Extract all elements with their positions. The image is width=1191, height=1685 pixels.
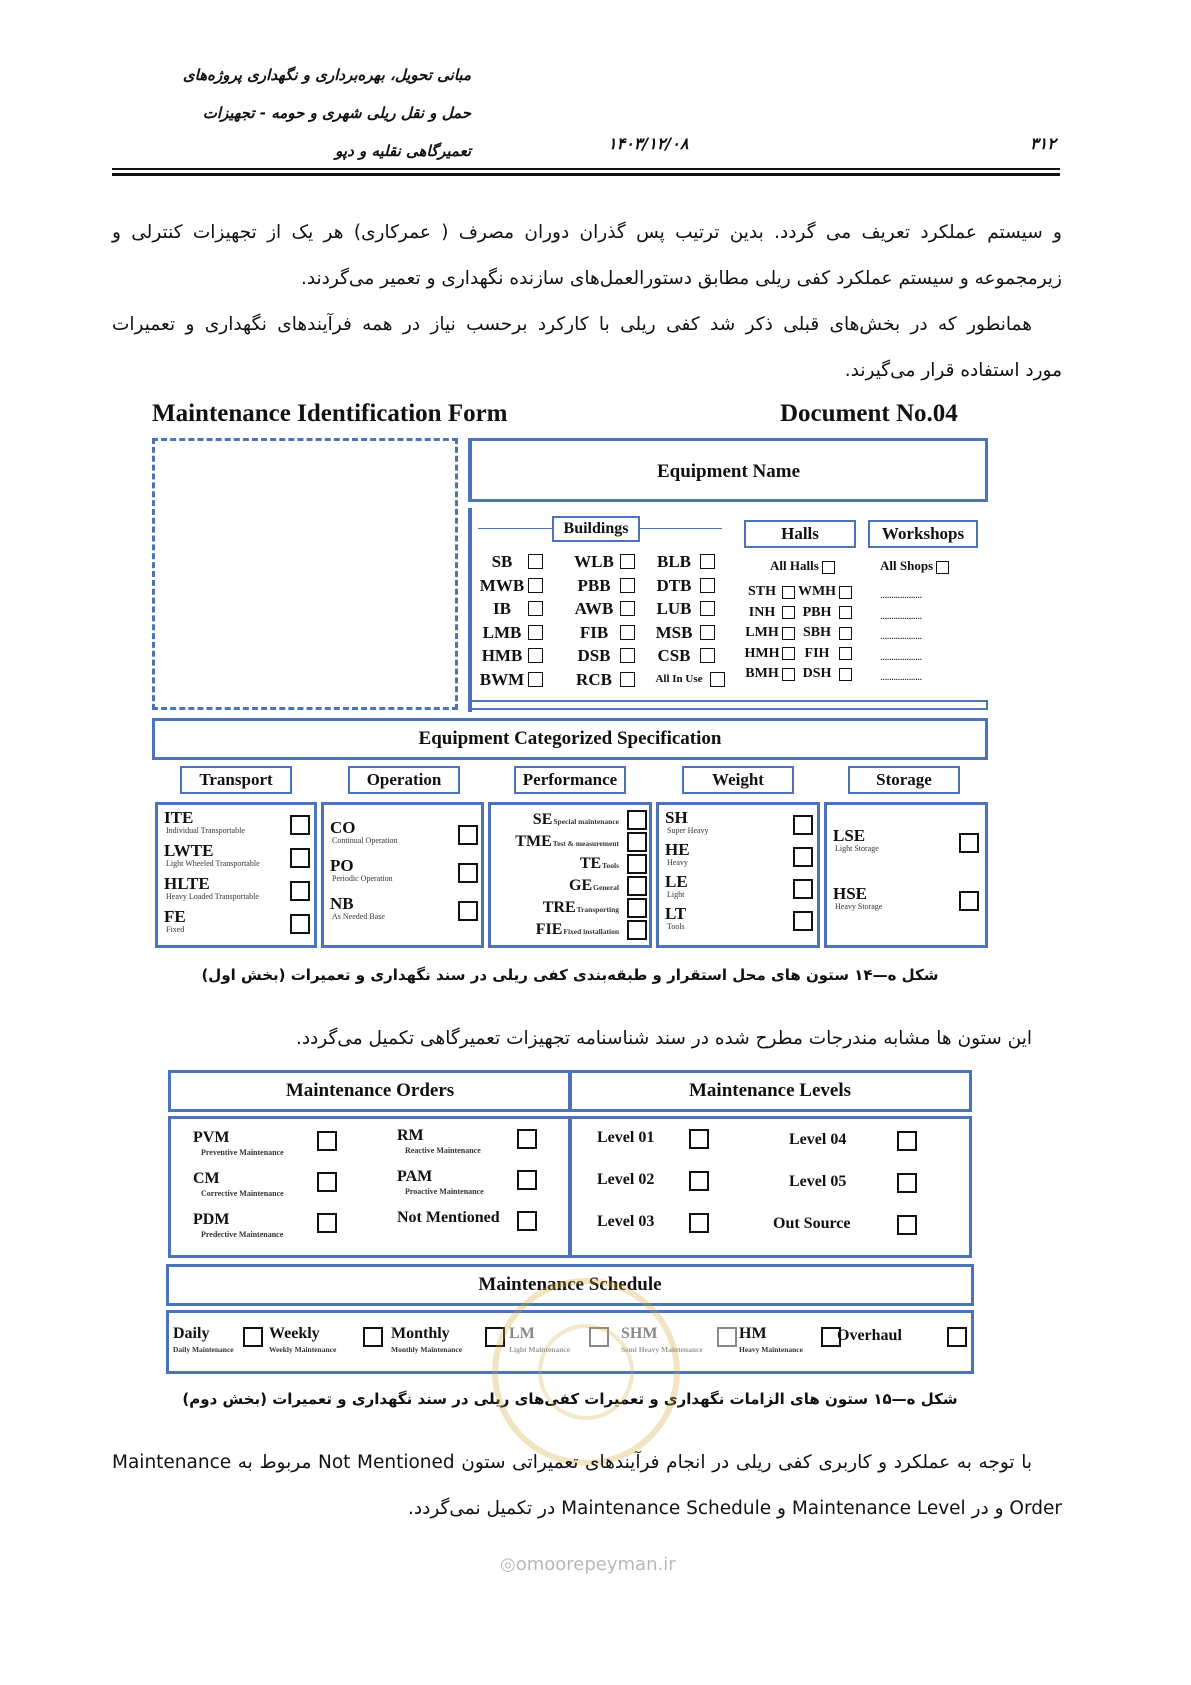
watermark-site-text: omoorepeyman.ir	[515, 1554, 676, 1575]
book-title-line1: مبانی تحویل، بهره‌برداری و نگهداری پروژه‌های	[182, 66, 471, 84]
spec-checkbox[interactable]	[793, 847, 813, 867]
spec-checkbox[interactable]	[627, 832, 647, 852]
workshop-blank: ...................	[880, 590, 922, 601]
paragraph-2-line2: مورد استفاده قرار می‌گیرند.	[844, 360, 1062, 381]
orders-title: Maintenance Orders	[285, 1080, 455, 1101]
order-code: PVM	[193, 1129, 230, 1146]
spec-code: SH	[665, 808, 688, 827]
figure-caption-15: شکل ه—۱۵ ستون های الزامات نگهداری و تعمیرات کفی‌های ریلی در سند نگهداری و تعمیرات (بخش دوم)	[182, 1390, 958, 1408]
level-checkbox[interactable]	[689, 1129, 709, 1149]
photo-placeholder	[152, 438, 458, 710]
spec-description: Fixed installation	[563, 927, 619, 936]
level-checkbox[interactable]	[689, 1171, 709, 1191]
level-checkbox[interactable]	[897, 1173, 917, 1193]
building-checkbox[interactable]	[528, 648, 543, 663]
building-code: FIB	[579, 622, 609, 642]
building-checkbox[interactable]	[528, 625, 543, 640]
spec-checkbox[interactable]	[959, 891, 979, 911]
building-code: IB	[493, 599, 511, 618]
hall-row	[742, 603, 862, 624]
spec-code: LSE	[833, 826, 866, 845]
workshop-blank: ...................	[880, 631, 922, 642]
spec-title-box	[152, 718, 988, 760]
spec-checkbox[interactable]	[627, 876, 647, 896]
workshops-dots	[880, 586, 921, 689]
spec-checkbox[interactable]	[627, 854, 647, 874]
spec-row	[164, 908, 312, 941]
header-date: ۱۴۰۳/۱۲/۰۸	[608, 134, 689, 153]
spec-description: Transporting	[576, 905, 619, 914]
paragraph-2-line1: همانطور که در بخش‌های قبلی ذکر شد کفی ریلی با کارکرد برحسب نیاز در همه فرآیندهای نگهداری و تعمیرات	[112, 314, 1032, 335]
tab-performance: Performance	[514, 766, 626, 794]
building-code: BWM	[479, 669, 525, 689]
watermark-site	[500, 1554, 676, 1575]
spec-description: Tools	[667, 922, 685, 931]
spec-row	[493, 897, 647, 919]
building-code: MSB	[655, 622, 693, 642]
spec-code: NB	[330, 894, 354, 913]
building-code: WLB	[574, 552, 614, 571]
order-code: RM	[397, 1127, 424, 1144]
order-checkbox[interactable]	[517, 1129, 537, 1149]
order-checkbox[interactable]	[517, 1170, 537, 1190]
schedule-description: Weekly Maintenance	[269, 1345, 337, 1354]
spec-checkbox[interactable]	[458, 825, 478, 845]
spec-row	[164, 842, 312, 875]
spec-checkbox[interactable]	[627, 898, 647, 918]
spec-label	[493, 853, 647, 872]
hall-code: BMH	[745, 666, 779, 681]
level-label: Level 04	[789, 1131, 847, 1148]
weight-panel	[656, 802, 820, 948]
equipment-name-box	[468, 438, 988, 502]
building-code: DTB	[656, 575, 692, 595]
schedule-code: HM	[739, 1325, 767, 1342]
order-code: Not Mentioned	[397, 1209, 500, 1226]
paragraph-3: این ستون ها مشابه مندرجات مطرح شده در سند شناسنامه تجهیزات تعمیرگاهی تکمیل می‌گردد.	[295, 1028, 1032, 1049]
levels-panel	[568, 1116, 972, 1258]
building-row	[648, 621, 748, 645]
building-code: BLB	[656, 552, 692, 571]
building-code: PBB	[577, 575, 611, 595]
spec-checkbox[interactable]	[793, 911, 813, 931]
spec-row	[833, 885, 985, 943]
spec-row	[330, 895, 480, 933]
spec-row	[493, 831, 647, 853]
building-code: DSB	[577, 646, 611, 665]
equipment-name-label: Equipment Name	[656, 461, 801, 482]
figure-caption-14: شکل ه—۱۴ ستون های محل استقرار و طبقه‌بندی کفی ریلی در سند نگهداری و تعمیرات (بخش اول)	[201, 966, 939, 984]
building-row	[476, 644, 576, 668]
orders-panel	[168, 1116, 572, 1258]
buildings-col3	[648, 550, 748, 691]
order-description: Reactive Maintenance	[405, 1146, 481, 1155]
spec-label	[493, 919, 647, 938]
watermark-seal	[492, 1278, 680, 1466]
building-row	[476, 621, 576, 645]
order-checkbox[interactable]	[317, 1213, 337, 1233]
spec-row	[164, 809, 312, 842]
order-description: Predective Maintenance	[201, 1230, 284, 1239]
paragraph-4-line1: با توجه به عملکرد و کاربری کفی ریلی در انجام فرآیندهای تعمیراتی ستون Not Mentioned مربوط به Maintenance	[112, 1452, 1032, 1473]
building-row	[648, 644, 748, 668]
building-checkbox[interactable]	[700, 625, 715, 640]
spec-row	[493, 809, 647, 831]
hall-code: PBH	[802, 604, 832, 620]
spec-code: TME	[515, 833, 552, 850]
spec-checkbox[interactable]	[793, 879, 813, 899]
order-description: Preventive Maintenance	[201, 1148, 284, 1157]
building-checkbox[interactable]	[700, 578, 715, 593]
building-checkbox[interactable]	[620, 648, 635, 663]
schedule-description: Semi Heavy Maintenance	[621, 1345, 703, 1354]
spec-row	[833, 827, 985, 885]
schedule-code: Monthly	[391, 1325, 450, 1342]
order-code: PDM	[193, 1211, 230, 1228]
spec-code: LWTE	[164, 841, 214, 860]
spec-description: Periodic Operation	[332, 874, 393, 883]
hall-row	[742, 582, 862, 603]
spec-description: Heavy	[667, 858, 688, 867]
all-shops-label: All Shops	[880, 558, 934, 573]
hall-code: WMH	[797, 584, 837, 599]
schedule-code: Overhaul	[837, 1327, 902, 1344]
level-label: Out Source	[773, 1215, 851, 1232]
spec-description: Light	[667, 890, 685, 899]
building-checkbox[interactable]	[528, 578, 543, 593]
schedule-checkbox[interactable]	[243, 1327, 263, 1347]
levels-title: Maintenance Levels	[688, 1080, 851, 1101]
all-halls-checkbox[interactable]	[822, 561, 835, 574]
level-checkbox[interactable]	[897, 1215, 917, 1235]
workshop-blank: ...................	[880, 672, 922, 683]
operation-panel	[321, 802, 484, 948]
tab-operation: Operation	[348, 766, 460, 794]
spec-row	[330, 857, 480, 895]
building-checkbox[interactable]	[700, 554, 715, 569]
watermark-globe-icon: ◎	[500, 1554, 516, 1575]
schedule-code: LM	[509, 1325, 535, 1342]
building-checkbox[interactable]	[620, 625, 635, 640]
building-row	[476, 597, 576, 621]
schedule-title: Maintenance Schedule	[478, 1274, 662, 1295]
spec-checkbox[interactable]	[290, 881, 310, 901]
building-checkbox[interactable]	[620, 672, 635, 687]
hall-code: HMH	[744, 645, 780, 661]
form-title: Maintenance Identification Form	[152, 400, 508, 427]
level-label: Level 05	[789, 1173, 847, 1190]
building-code: RCB	[576, 669, 612, 689]
spec-code: GE	[569, 877, 593, 894]
building-code: CSB	[657, 646, 691, 665]
watermark-seal-inner	[538, 1324, 634, 1420]
schedule-description: Light Maintenance	[509, 1345, 571, 1354]
spec-checkbox[interactable]	[290, 848, 310, 868]
hall-checkbox[interactable]	[839, 606, 852, 619]
order-code: CM	[193, 1170, 220, 1187]
page-number: ۳۱۲	[1030, 134, 1056, 153]
spec-row	[665, 841, 817, 873]
building-row	[648, 574, 748, 598]
building-code: HMB	[481, 646, 523, 665]
all-halls	[770, 558, 835, 574]
spec-code: PO	[330, 856, 354, 875]
building-code: LUB	[656, 599, 692, 618]
schedule-checkbox[interactable]	[947, 1327, 967, 1347]
spec-code: LE	[665, 872, 688, 891]
hall-checkbox[interactable]	[839, 586, 852, 599]
building-checkbox[interactable]	[620, 601, 635, 616]
all-shops-checkbox[interactable]	[936, 561, 949, 574]
spec-row	[665, 809, 817, 841]
spec-title: Equipment Categorized Specification	[418, 728, 722, 749]
paragraph-1-line1: و سیستم عملکرد تعریف می گردد. بدین ترتیب پس گذران دوران مصرف ( عمرکاری) هر یک از تجهیزات کنترلی و	[112, 222, 1062, 243]
spec-row	[665, 873, 817, 905]
spec-code: HSE	[833, 884, 868, 903]
building-checkbox[interactable]	[700, 601, 715, 616]
tab-storage: Storage	[848, 766, 960, 794]
location-divider	[468, 508, 472, 712]
hall-code: SBH	[802, 625, 831, 640]
schedule-code: Weekly	[269, 1325, 320, 1342]
building-checkbox[interactable]	[528, 554, 543, 569]
spec-checkbox[interactable]	[793, 815, 813, 835]
building-checkbox[interactable]	[620, 578, 635, 593]
performance-panel	[488, 802, 652, 948]
building-code: MWB	[479, 575, 525, 595]
spec-row	[665, 905, 817, 937]
level-label: Level 01	[597, 1129, 655, 1146]
level-label: Level 02	[597, 1171, 655, 1188]
spec-code: TE	[579, 855, 602, 872]
storage-panel	[824, 802, 988, 948]
hall-code: LMH	[745, 625, 779, 640]
hall-code: STH	[747, 584, 776, 599]
level-checkbox[interactable]	[689, 1213, 709, 1233]
spec-description: Tools	[602, 861, 619, 870]
building-code: SB	[491, 552, 513, 571]
schedule-description: Daily Maintenance	[173, 1345, 234, 1354]
spec-description: Special maintenance	[553, 817, 619, 826]
spec-checkbox[interactable]	[627, 810, 647, 830]
spec-code: LT	[665, 904, 687, 923]
spec-code: ITE	[164, 808, 194, 827]
hall-row	[742, 664, 862, 685]
hall-checkbox[interactable]	[839, 668, 852, 681]
hall-row	[742, 623, 862, 644]
order-checkbox[interactable]	[517, 1211, 537, 1231]
schedule-checkbox[interactable]	[363, 1327, 383, 1347]
spec-code: HLTE	[164, 874, 210, 893]
building-checkbox[interactable]	[700, 648, 715, 663]
transport-panel	[155, 802, 317, 948]
spec-label	[493, 875, 647, 894]
hall-checkbox[interactable]	[782, 668, 795, 681]
spec-checkbox[interactable]	[290, 815, 310, 835]
building-checkbox[interactable]	[620, 554, 635, 569]
spec-checkbox[interactable]	[458, 901, 478, 921]
book-title-line3: تعمیرگاهی نقلیه و دپو	[335, 142, 471, 160]
hall-checkbox[interactable]	[839, 647, 852, 660]
spec-row	[330, 819, 480, 857]
spec-row	[164, 875, 312, 908]
spec-description: Individual Transportable	[166, 826, 245, 835]
hall-checkbox[interactable]	[782, 647, 795, 660]
all-shops	[880, 558, 949, 574]
spec-label	[493, 897, 647, 916]
schedule-code: SHM	[621, 1325, 658, 1342]
schedule-code: Daily	[173, 1325, 210, 1342]
spec-description: As Needed Base	[332, 912, 385, 921]
order-checkbox[interactable]	[317, 1172, 337, 1192]
spec-description: Light Wheeled Transportable	[166, 859, 260, 868]
levels-title-box	[568, 1070, 972, 1112]
halls-tab: Halls	[744, 520, 856, 548]
spec-row	[493, 919, 647, 941]
building-checkbox[interactable]	[710, 672, 725, 687]
spec-code: SE	[532, 811, 553, 828]
workshops-tab: Workshops	[868, 520, 978, 548]
spec-code: FE	[164, 907, 186, 926]
building-checkbox[interactable]	[528, 672, 543, 687]
spec-checkbox[interactable]	[959, 833, 979, 853]
building-checkbox[interactable]	[528, 601, 543, 616]
buildings-tab: Buildings	[552, 516, 640, 542]
orders-title-box	[168, 1070, 572, 1112]
workshop-blank: ...................	[880, 651, 922, 663]
spec-code: CO	[330, 818, 356, 837]
location-bottom-rule	[468, 700, 988, 710]
hall-checkbox[interactable]	[782, 627, 795, 640]
spec-checkbox[interactable]	[290, 914, 310, 934]
tab-weight: Weight	[682, 766, 794, 794]
spec-description: Light Storage	[835, 844, 879, 853]
level-checkbox[interactable]	[897, 1131, 917, 1151]
building-row	[476, 574, 576, 598]
hall-code: INH	[748, 604, 776, 620]
paragraph-1-line2: زیرمجموعه و سیستم عملکرد کفی ریلی مطابق دستورالعمل‌های سازنده نگهداری و تعمیر می‌گردند.	[300, 268, 1062, 289]
book-title-line2: حمل و نقل ریلی شهری و حومه - تجهیزات	[202, 104, 471, 122]
all-halls-label: All Halls	[770, 558, 819, 573]
hall-row	[742, 644, 862, 665]
hall-code: DSH	[802, 666, 832, 681]
spec-description: Heavy Loaded Transportable	[166, 892, 259, 901]
building-row	[648, 597, 748, 621]
document-number: Document No.04	[780, 400, 958, 427]
spec-description: Test & measurement	[552, 839, 619, 848]
order-checkbox[interactable]	[317, 1131, 337, 1151]
hall-checkbox[interactable]	[839, 627, 852, 640]
spec-description: General	[593, 883, 619, 892]
building-row	[476, 550, 576, 574]
spec-label	[493, 831, 647, 850]
hall-checkbox[interactable]	[782, 586, 795, 599]
building-row	[648, 668, 748, 692]
spec-description: Continual Operation	[332, 836, 398, 845]
order-description: Corrective Maintenance	[201, 1189, 284, 1198]
building-code: AWB	[574, 599, 614, 618]
hall-checkbox[interactable]	[782, 606, 795, 619]
spec-code: HE	[665, 840, 690, 859]
spec-code: FIE	[535, 921, 563, 938]
spec-checkbox[interactable]	[627, 920, 647, 940]
workshop-blank: ...................	[880, 610, 922, 622]
building-code: All In Use	[655, 672, 703, 685]
building-code: LMB	[482, 622, 522, 642]
spec-checkbox[interactable]	[458, 863, 478, 883]
paragraph-4-line2: Order و در Maintenance Level و Maintenance Schedule در تکمیل نمی‌گردد.	[407, 1498, 1062, 1519]
header-rule	[112, 168, 1060, 176]
schedule-description: Heavy Maintenance	[739, 1345, 803, 1354]
spec-description: Fixed	[166, 925, 185, 934]
level-label: Level 03	[597, 1213, 655, 1230]
building-row	[648, 550, 748, 574]
tab-transport: Transport	[180, 766, 292, 794]
building-row	[476, 668, 576, 692]
schedule-description: Monthly Maintenance	[391, 1345, 463, 1354]
spec-label	[493, 809, 647, 828]
buildings-col1	[476, 550, 576, 691]
spec-description: Super Heavy	[667, 826, 709, 835]
spec-row	[493, 853, 647, 875]
order-code: PAM	[397, 1168, 433, 1185]
spec-code: TRE	[542, 899, 576, 916]
order-description: Proactive Maintenance	[405, 1187, 484, 1196]
hall-code: FIH	[804, 645, 830, 661]
spec-description: Heavy Storage	[835, 902, 883, 911]
spec-row	[493, 875, 647, 897]
schedule-checkbox[interactable]	[717, 1327, 737, 1347]
halls-grid	[742, 582, 862, 685]
